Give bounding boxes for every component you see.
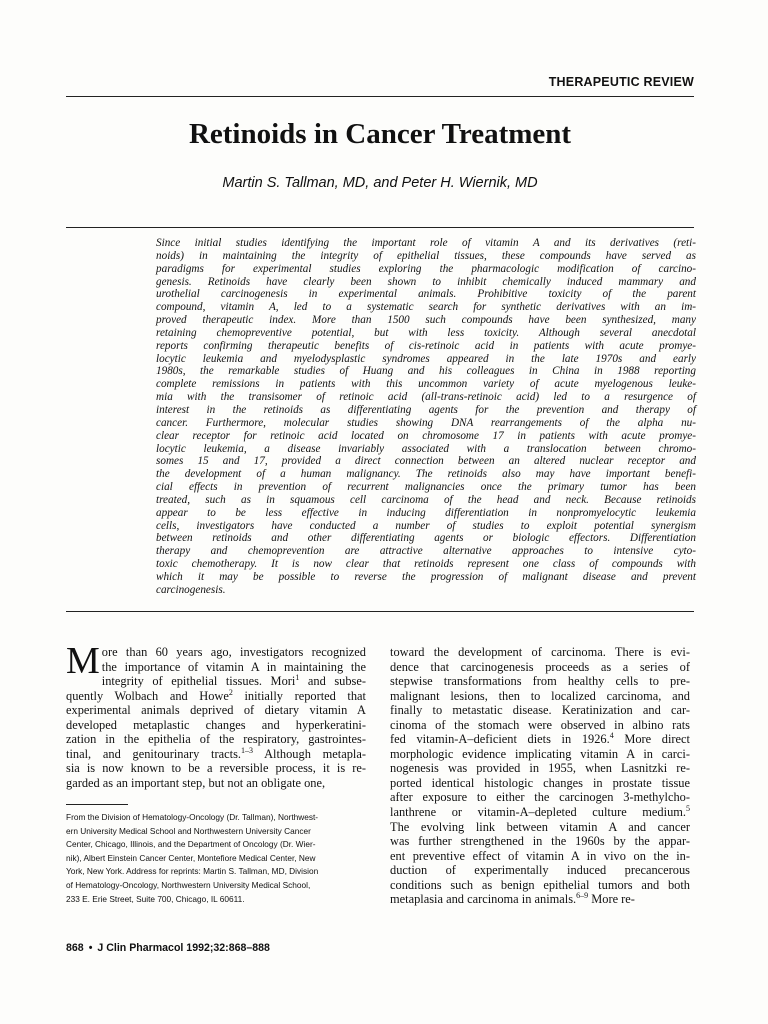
abstract-line: which it may be possible to reverse the progression of malignant disease and prevent: [156, 570, 696, 583]
body-line: stepwise transformations from healthy cells to pre-: [390, 674, 690, 689]
body-line: metaplasia and carcinoma in animals.$^{6-9}$ More re-: [390, 891, 635, 907]
abstract-line: Since initial studies identifying the important role of vitamin A and its derivatives (reti-: [156, 237, 696, 249]
body-column-right: [390, 645, 690, 907]
abstract-line: carcinogenesis.: [156, 583, 226, 596]
citation-sup: 6–9: [576, 891, 589, 901]
abstract-line: between retinoids and other differentiating agents or biologic effectors. Differentiation: [156, 532, 696, 545]
footnote-line: From the Division of Hematology-Oncology (Dr. Tallman), Northwest-: [66, 812, 319, 822]
abstract-line: appear to be less effective in inducing differentiation in nonpromyelocytic leukemia: [156, 506, 696, 519]
body-line: experimental animals deprived of dietary vitamin A: [66, 703, 366, 718]
page-number: 868: [66, 942, 84, 954]
article-authors: Martin S. Tallman, MD, and Peter H. Wiernik, MD: [222, 175, 538, 191]
abstract-line: interest in the retinoids as differentiating agents for the prevention and therapy of: [156, 403, 696, 416]
citation-sup: 4: [609, 731, 614, 741]
body-line: duction of experimentally induced precancerous: [390, 863, 690, 878]
body-line: developed metaplastic changes and hyperkeratini-: [66, 717, 366, 732]
body-line: integrity of epithelial tissues. Mori$^1$ and subse-: [101, 672, 366, 689]
footnote-line: 233 E. Erie Street, Suite 700, Chicago, IL 60611.: [66, 893, 245, 904]
body-line: dence that carcinogenesis proceeds as a series of: [390, 659, 690, 674]
body-line: The evolving link between vitamin A and cancer: [390, 819, 690, 834]
abstract-line: somes 15 and 17, provided a direct connection between an altered nuclear receptor and: [156, 455, 696, 468]
citation-sup: 1–3: [241, 745, 253, 755]
abstract-line: treated, such as in squamous cell carcinoma of the head and neck. Because retinoids: [156, 493, 696, 506]
footnote-line: of Hematology-Oncology, Northwestern University Medical School,: [66, 879, 311, 890]
abstract-line: mia with the transisomer of retinoic acid (all-trans-retinoic acid) led to a resurgence of: [156, 391, 696, 404]
body-line: finally to metastatic disease. Keratinization and car-: [390, 703, 690, 718]
abstract-line: proved therapeutic index. More than 1500 such compounds have been synthesized, many: [156, 314, 696, 327]
footnote-line: Center, Chicago, Illinois, and the Department of Oncology (Dr. Wier-: [66, 839, 316, 850]
abstract: [156, 237, 696, 597]
body-line: malignant lesions, then to localized carcinoma, and: [390, 688, 690, 703]
article-title: Retinoids in Cancer Treatment: [188, 118, 572, 150]
body-line: the importance of vitamin A in maintaining the: [101, 659, 366, 674]
citation-sup: 1: [295, 672, 300, 682]
body-line: toward the development of carcinoma. There is evi-: [390, 645, 690, 659]
body-line: lanthrene or vitamin-A–depleted culture medium.$^5$: [390, 803, 690, 820]
abstract-line: cells, investigators have conducted a number of studies to exploit potential synergism: [156, 519, 696, 532]
body-line: nogenesis was provided in 1955, when Lasnitzki re-: [390, 761, 690, 776]
citation-sup: 5: [686, 803, 690, 813]
abstract-bottom-rule: [66, 611, 694, 612]
body-line: tinal, and genitourinary tracts.$^{1-3}$ Although metapla-: [66, 745, 367, 761]
abstract-line: toxic chemotherapy. It is now clear that retinoids represent one class of compounds with: [156, 558, 696, 571]
body-line: ore than 60 years ago, investigators recognized: [101, 645, 366, 659]
body-line: garded as an important step, but not an obligate one,: [66, 775, 326, 790]
abstract-line: retaining chemopreventive potential, but with less toxicity. Although several anecdotal: [156, 326, 696, 339]
body-line: morphologic evidence implicating vitamin A in carci-: [390, 746, 690, 761]
abstract-line: reports confirming therapeutic benefits of cis-retinoic acid in patients with acute promye-: [156, 339, 696, 352]
drop-cap: M: [66, 640, 100, 682]
body-line: zation in the epithelia of the respiratory, gastrointes-: [66, 732, 366, 747]
header-rule: [66, 96, 694, 97]
body-line: cinoma of the stomach were observed in albino rats: [390, 717, 690, 732]
body-line: after exposure to either the carcinogen 3-methylcho-: [390, 790, 690, 805]
footnote-line: nik), Albert Einstein Cancer Center, Montefiore Medical Center, New: [66, 852, 316, 863]
abstract-top-rule: [66, 227, 694, 228]
abstract-line: locytic leukemia, a disease invariably associated with a translocation between chromo-: [156, 442, 696, 455]
footer-bullet: •: [88, 942, 93, 954]
abstract-line: clear receptor for retinoic acid located on chromosome 17 in patients with acute promye-: [156, 429, 696, 442]
journal-citation: J Clin Pharmacol 1992;32:868–888: [97, 942, 270, 954]
abstract-line: noids) in maintaining the integrity of epithelial tissues, these compounds have served as: [156, 249, 696, 262]
footnote-line: ern University Medical School and Northwestern University Cancer: [66, 825, 311, 836]
body-line: ported identical histologic changes in prostate tissue: [390, 775, 690, 790]
abstract-line: 1980s, the remarkable studies of Huang and his colleagues in China in 1988 reporting: [156, 365, 696, 378]
body-line: ent preventive effect of vitamin A in vivo on the in-: [390, 848, 690, 863]
affiliation-footnote: [66, 811, 366, 906]
body-column-left: [66, 640, 367, 790]
abstract-line: urothelial carcinogenesis in experimental animals. Prohibitive toxicity of the parent: [156, 288, 696, 301]
body-line: sia is now known to be a reversible process, it is re-: [66, 761, 366, 776]
abstract-line: genesis. Retinoids have clearly been shown to inhibit chemically induced mammary and: [156, 275, 696, 288]
footnote-rule: [66, 804, 128, 805]
abstract-line: compound, vitamin A, led to a systematic search for synthetic derivatives with an im-: [156, 301, 696, 314]
body-line: quently Wolbach and Howe$^2$ initially reported that: [66, 687, 366, 703]
citation-sup: 2: [228, 687, 233, 697]
section-label: THERAPEUTIC REVIEW: [548, 75, 694, 89]
abstract-line: locytic leukemia and myelodysplastic syndromes appeared in the late 1970s and early: [156, 352, 696, 365]
abstract-line: cial effects in prevention of recurrent malignancies once the primary tumor has been: [156, 481, 696, 494]
body-line: conditions such as benign epithelial tumors and both: [390, 877, 690, 892]
body-line: was further strengthened in the 1960s by the appar-: [390, 834, 690, 849]
body-line: fed vitamin-A–deficient diets in 1926.$^4$ More direct: [390, 731, 690, 747]
abstract-line: complete remissions in patients with this uncommon variety of acute myelogenous leuke-: [156, 378, 696, 391]
abstract-line: therapy and chemoprevention are attractive alternative approaches to intensive cyto-: [156, 545, 696, 558]
page-footer: [66, 942, 270, 954]
abstract-line: the development of a human malignancy. The retinoids also may have important benefi-: [156, 468, 696, 481]
abstract-line: paradigms for experimental studies exploring the pharmacologic modification of carcino-: [156, 262, 696, 275]
abstract-line: cancer. Furthermore, molecular studies showing DNA rearrangements of the alpha nu-: [156, 416, 696, 429]
footnote-line: York, New York. Address for reprints: Martin S. Tallman, MD, Division: [66, 866, 319, 877]
